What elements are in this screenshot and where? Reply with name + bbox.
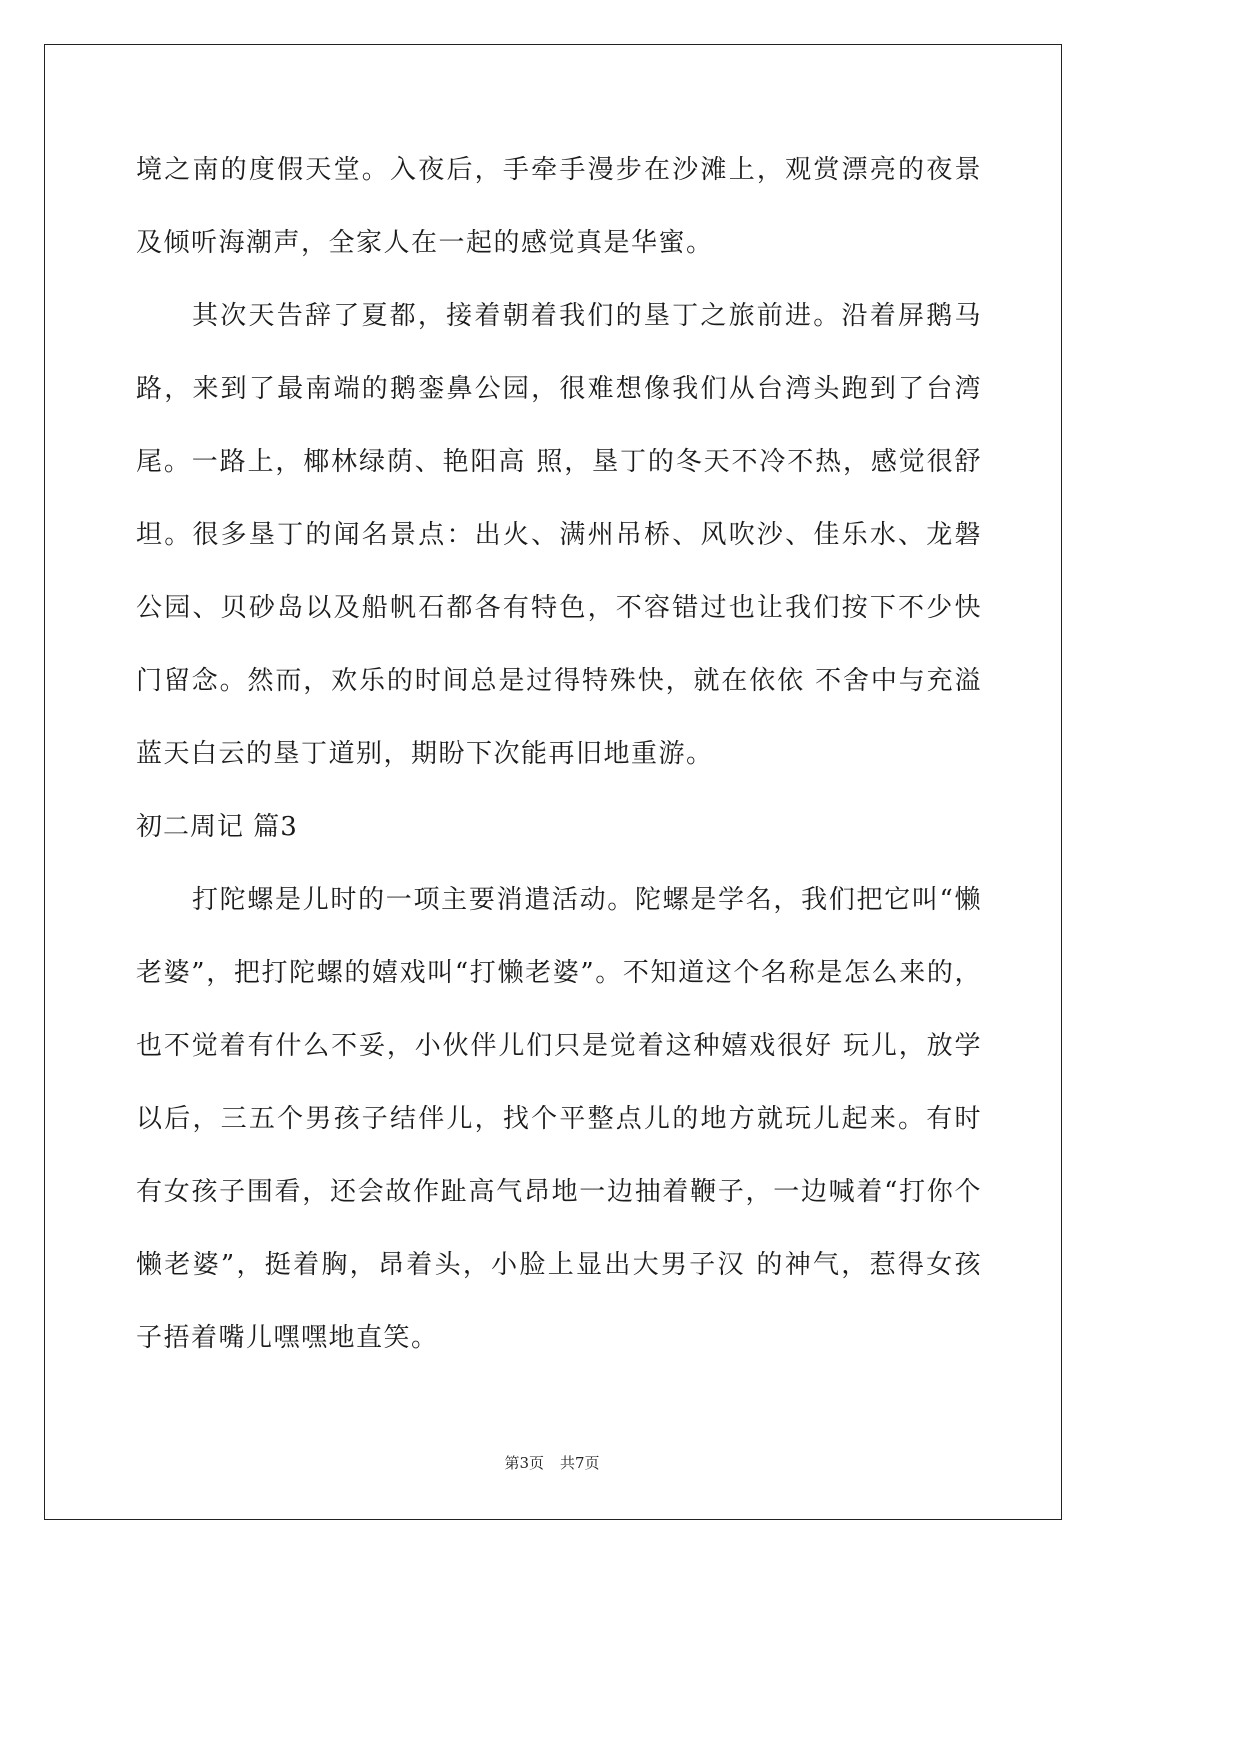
document-body bbox=[136, 134, 982, 1375]
page-total: 共7页 bbox=[560, 1454, 600, 1472]
paragraph-3: 打陀螺是儿时的一项主要消遣活动。陀螺是学名，我们把它叫“懒老婆”，把打陀螺的嬉戏叫“打懒老婆”。不知道这个名称是怎么来的，也不觉着有什么不妥，小伙伴儿们只是觉着这种嬉戏很好 玩儿，放学以后，三五个男孩子结伴儿，找个平整点儿的地方就玩儿起来。有时有女孩子围看，还会故作趾高气昂地一边抽着鞭子，一边喊着“打你个懒老婆”，挺着胸，昂着头，小脸上显出大男子汉 的神气，惹得女孩子捂着嘴儿嘿嘿地直笑。 bbox=[136, 885, 982, 1353]
page-number: 第3页 bbox=[504, 1454, 544, 1472]
page-footer bbox=[0, 1452, 1104, 1473]
section-heading: 初二周记 篇3 bbox=[136, 812, 298, 842]
paragraph-1: 境之南的度假天堂。入夜后，手牵手漫步在沙滩上，观赏漂亮的夜景及倾听海潮声，全家人在一起的感觉真是华蜜。 bbox=[136, 155, 982, 258]
paragraph-2: 其次天告辞了夏都，接着朝着我们的垦丁之旅前进。沿着屏鹅马路，来到了最南端的鹅銮鼻公园，很难想像我们从台湾头跑到了台湾尾。一路上，椰林绿荫、艳阳高 照，垦丁的冬天不冷不热，感觉很舒坦。很多垦丁的闻名景点：出火、满州吊桥、风吹沙、佳乐水、龙磐公园、贝砂岛以及船帆石都各有特色，不容错过也让我们按下不少快门留念。然而，欢乐的时间总是过得特殊快，就在依依 不舍中与充溢蓝天白云的垦丁道别，期盼下次能再旧地重游。 bbox=[136, 301, 982, 769]
